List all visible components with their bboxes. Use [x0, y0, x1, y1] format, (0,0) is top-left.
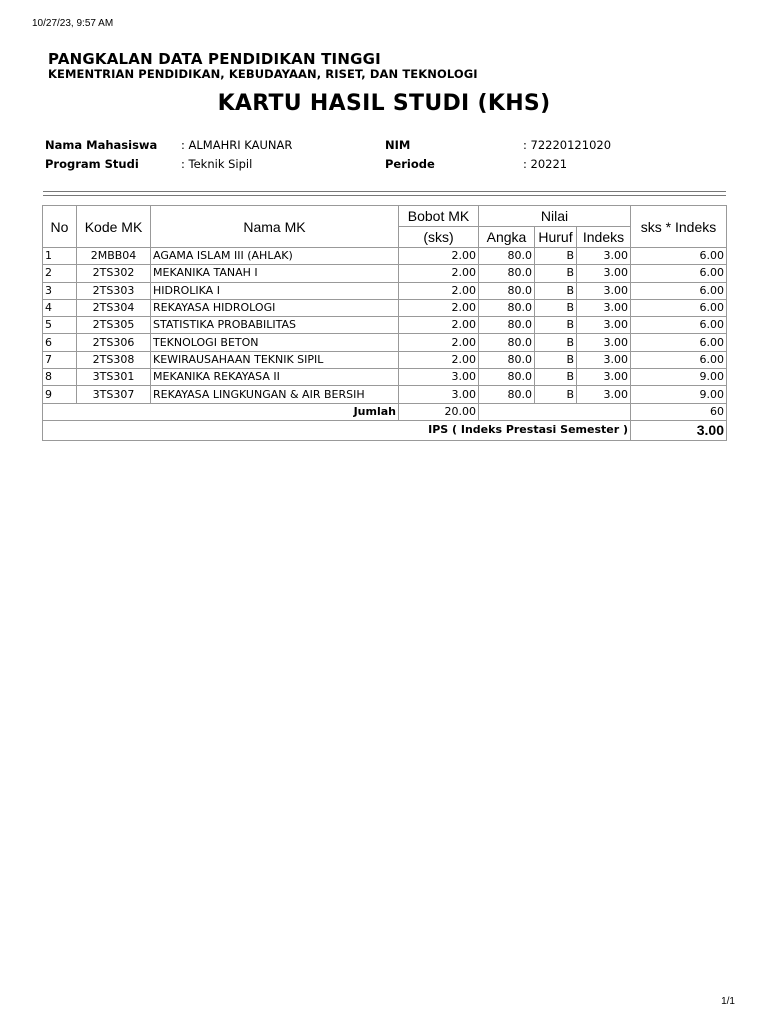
cell-bobot: 2.00 — [399, 334, 479, 351]
cell-no: 2 — [43, 265, 77, 282]
cell-bobot: 2.00 — [399, 248, 479, 265]
period-value: : 20221 — [523, 157, 568, 171]
table-row — [43, 386, 727, 403]
cell-no: 9 — [43, 386, 77, 403]
cell-nama: KEWIRAUSAHAAN TEKNIK SIPIL — [151, 351, 399, 368]
header-bobot-unit: (sks) — [399, 227, 479, 248]
student-name-value: : ALMAHRI KAUNAR — [181, 138, 293, 152]
cell-kode: 3TS301 — [77, 369, 151, 386]
cell-bobot: 2.00 — [399, 299, 479, 316]
cell-sks-indeks: 6.00 — [631, 317, 727, 334]
cell-indeks: 3.00 — [577, 317, 631, 334]
total-row — [43, 403, 727, 420]
page-counter: 1/1 — [721, 996, 735, 1007]
cell-angka: 80.0 — [479, 265, 535, 282]
cell-indeks: 3.00 — [577, 282, 631, 299]
cell-kode: 2TS302 — [77, 265, 151, 282]
cell-angka: 80.0 — [479, 369, 535, 386]
header-indeks: Indeks — [577, 227, 631, 248]
cell-kode: 2TS304 — [77, 299, 151, 316]
cell-huruf: B — [535, 299, 577, 316]
ips-row — [43, 420, 727, 440]
cell-kode: 2TS303 — [77, 282, 151, 299]
ips-label: IPS ( Indeks Prestasi Semester ) — [43, 420, 631, 440]
cell-nama: MEKANIKA TANAH I — [151, 265, 399, 282]
cell-huruf: B — [535, 282, 577, 299]
cell-angka: 80.0 — [479, 386, 535, 403]
header-huruf: Huruf — [535, 227, 577, 248]
cell-kode: 2TS305 — [77, 317, 151, 334]
cell-angka: 80.0 — [479, 317, 535, 334]
student-name-label: Nama Mahasiswa — [45, 138, 158, 152]
total-empty — [479, 403, 631, 420]
document-title: KARTU HASIL STUDI (KHS) — [217, 91, 551, 116]
cell-huruf: B — [535, 369, 577, 386]
period-label: Periode — [385, 157, 435, 171]
cell-bobot: 2.00 — [399, 351, 479, 368]
cell-no: 5 — [43, 317, 77, 334]
cell-nama: REKAYASA HIDROLOGI — [151, 299, 399, 316]
header-no: No — [43, 206, 77, 248]
cell-bobot: 2.00 — [399, 265, 479, 282]
cell-bobot: 2.00 — [399, 282, 479, 299]
header-bobot-mk: Bobot MK — [399, 206, 479, 227]
cell-indeks: 3.00 — [577, 369, 631, 386]
cell-sks-indeks: 6.00 — [631, 248, 727, 265]
cell-bobot: 3.00 — [399, 369, 479, 386]
cell-indeks: 3.00 — [577, 351, 631, 368]
cell-nama: TEKNOLOGI BETON — [151, 334, 399, 351]
cell-angka: 80.0 — [479, 248, 535, 265]
cell-angka: 80.0 — [479, 334, 535, 351]
cell-no: 6 — [43, 334, 77, 351]
cell-huruf: B — [535, 386, 577, 403]
cell-nama: AGAMA ISLAM III (AHLAK) — [151, 248, 399, 265]
grades-table — [42, 205, 727, 441]
table-row — [43, 248, 727, 265]
cell-kode: 2TS306 — [77, 334, 151, 351]
cell-indeks: 3.00 — [577, 299, 631, 316]
cell-huruf: B — [535, 248, 577, 265]
cell-sks-indeks: 6.00 — [631, 334, 727, 351]
cell-indeks: 3.00 — [577, 248, 631, 265]
table-row — [43, 369, 727, 386]
nim-value: : 72220121020 — [523, 138, 612, 152]
cell-no: 8 — [43, 369, 77, 386]
cell-kode: 2MBB04 — [77, 248, 151, 265]
cell-bobot: 2.00 — [399, 317, 479, 334]
table-row — [43, 299, 727, 316]
program-label: Program Studi — [45, 157, 139, 171]
nim-label: NIM — [385, 138, 411, 152]
cell-no: 4 — [43, 299, 77, 316]
header-divider — [43, 191, 726, 196]
table-row — [43, 334, 727, 351]
header-kode-mk: Kode MK — [77, 206, 151, 248]
table-row — [43, 351, 727, 368]
header-nilai: Nilai — [479, 206, 631, 227]
ips-value: 3.00 — [631, 420, 727, 440]
cell-sks-indeks: 9.00 — [631, 386, 727, 403]
cell-nama: REKAYASA LINGKUNGAN & AIR BERSIH — [151, 386, 399, 403]
cell-no: 1 — [43, 248, 77, 265]
cell-angka: 80.0 — [479, 282, 535, 299]
total-label: Jumlah — [43, 403, 399, 420]
cell-sks-indeks: 6.00 — [631, 299, 727, 316]
cell-indeks: 3.00 — [577, 334, 631, 351]
cell-sks-indeks: 6.00 — [631, 351, 727, 368]
cell-huruf: B — [535, 334, 577, 351]
header-angka: Angka — [479, 227, 535, 248]
cell-indeks: 3.00 — [577, 265, 631, 282]
cell-no: 3 — [43, 282, 77, 299]
print-datetime: 10/27/23, 9:57 AM — [32, 18, 114, 29]
cell-kode: 3TS307 — [77, 386, 151, 403]
ministry-name: KEMENTRIAN PENDIDIKAN, KEBUDAYAAN, RISET, DAN TEKNOLOGI — [48, 67, 478, 81]
cell-no: 7 — [43, 351, 77, 368]
program-value: : Teknik Sipil — [181, 157, 253, 171]
cell-sks-indeks: 9.00 — [631, 369, 727, 386]
cell-kode: 2TS308 — [77, 351, 151, 368]
cell-sks-indeks: 6.00 — [631, 265, 727, 282]
total-bobot: 20.00 — [399, 403, 479, 420]
cell-indeks: 3.00 — [577, 386, 631, 403]
table-row — [43, 317, 727, 334]
table-row — [43, 282, 727, 299]
cell-huruf: B — [535, 317, 577, 334]
cell-sks-indeks: 6.00 — [631, 282, 727, 299]
header-sks-indeks: sks * Indeks — [631, 206, 727, 248]
cell-huruf: B — [535, 265, 577, 282]
cell-nama: HIDROLIKA I — [151, 282, 399, 299]
cell-huruf: B — [535, 351, 577, 368]
cell-nama: STATISTIKA PROBABILITAS — [151, 317, 399, 334]
institution-header — [48, 51, 478, 81]
total-sks-indeks: 60 — [631, 403, 727, 420]
table-row — [43, 265, 727, 282]
cell-bobot: 3.00 — [399, 386, 479, 403]
header-nama-mk: Nama MK — [151, 206, 399, 248]
cell-angka: 80.0 — [479, 299, 535, 316]
cell-angka: 80.0 — [479, 351, 535, 368]
institution-name: PANGKALAN DATA PENDIDIKAN TINGGI — [48, 50, 381, 68]
cell-nama: MEKANIKA REKAYASA II — [151, 369, 399, 386]
